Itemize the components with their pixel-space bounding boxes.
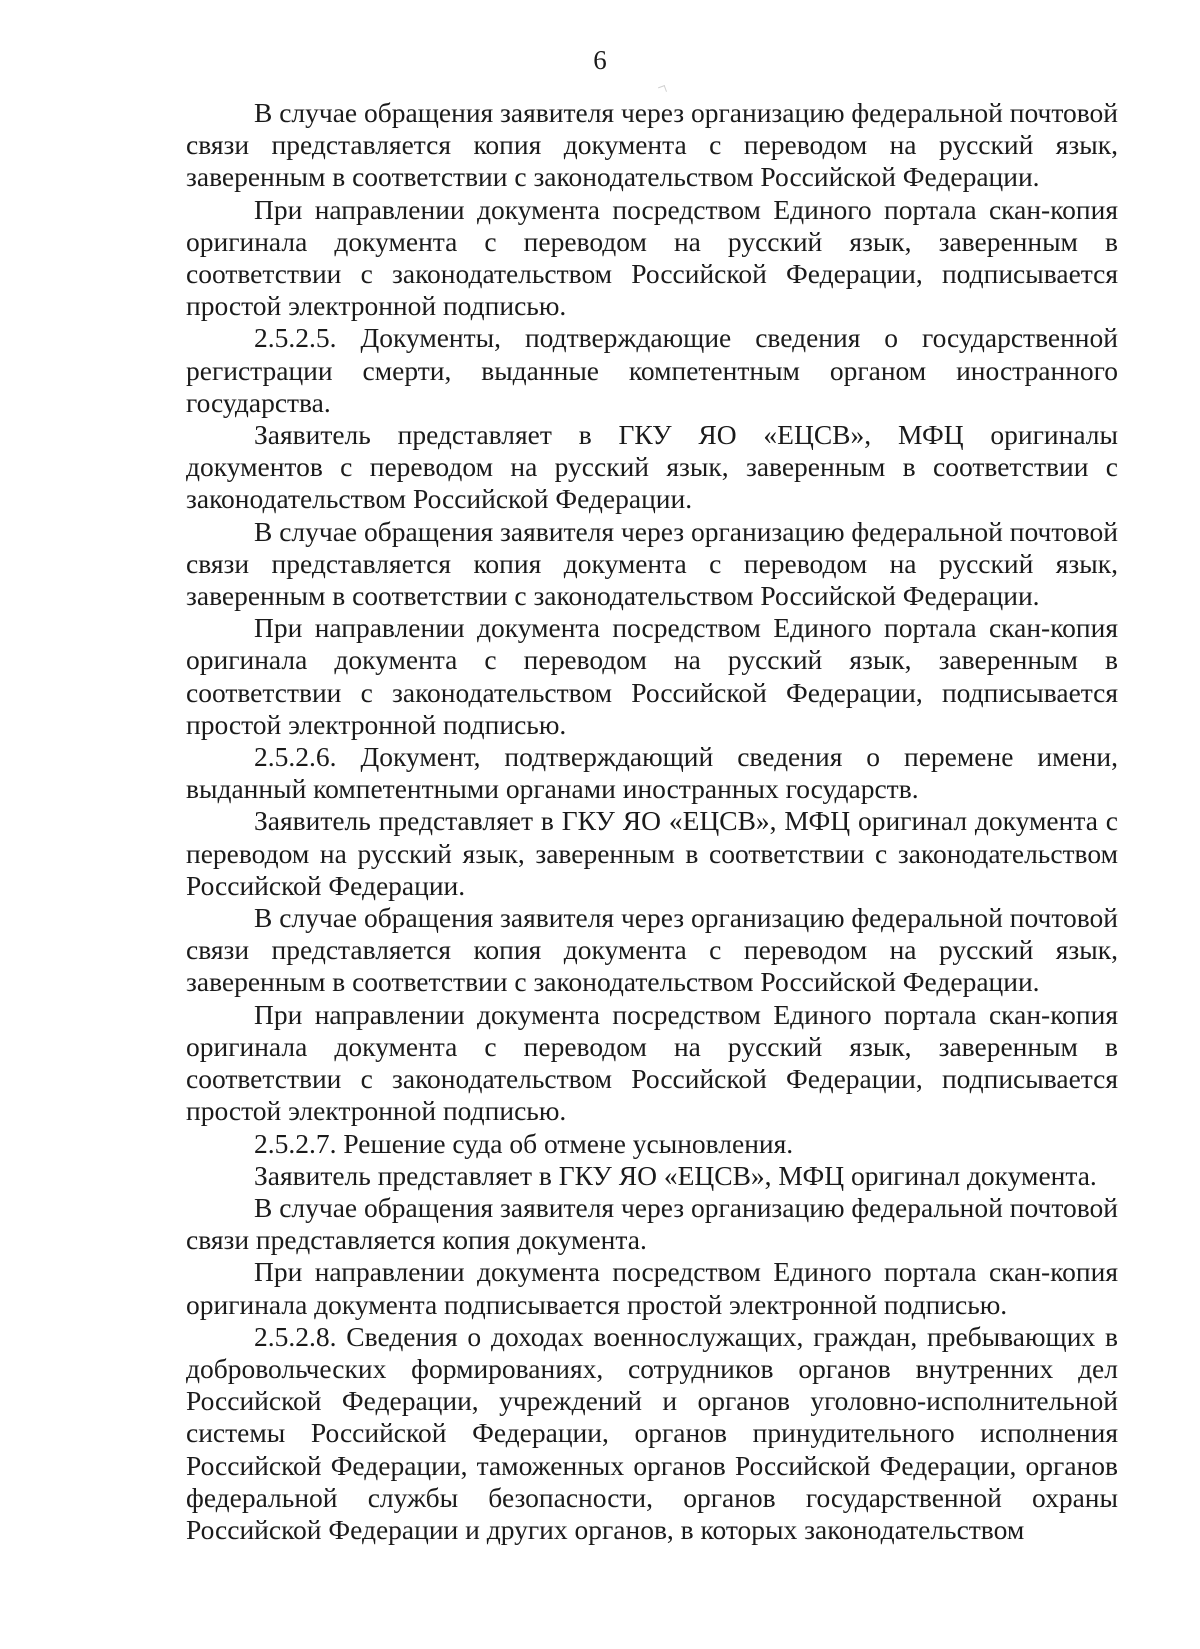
paragraph-2-5-2-6: 2.5.2.6. Документ, подтверждающий сведения о перемене имени, выданный компетентными органами иностранных государств. <box>186 741 1118 805</box>
paragraph-applicant-original: Заявитель представляет в ГКУ ЯО «ЕЦСВ», МФЦ оригинал документа с переводом на русский язык, заверенным в соответствии с законодательством Российской Федерации. <box>186 805 1118 901</box>
paragraph-applicant-originals: Заявитель представляет в ГКУ ЯО «ЕЦСВ», МФЦ оригиналы документов с переводом на русский язык, заверенным в соответствии с законодательством Российской Федерации. <box>186 419 1118 515</box>
paragraph-portal-scan: При направлении документа посредством Единого портала скан-копия оригинала документа подписывается простой электронной подписью. <box>186 1256 1118 1320</box>
paragraph-portal-scan: При направлении документа посредством Единого портала скан-копия оригинала документа с переводом на русский язык, заверенным в соответствии с законодательством Российской Федерации, подписывается простой электронной подписью. <box>186 193 1118 322</box>
paragraph-postal-copy: В случае обращения заявителя через организацию федеральной почтовой связи представляется копия документа. <box>186 1191 1118 1256</box>
document-body <box>186 97 1118 1546</box>
paragraph-portal-scan: При направлении документа посредством Единого портала скан-копия оригинала документа с переводом на русский язык, заверенным в соответствии с законодательством Российской Федерации, подписывается простой электронной подписью. <box>186 612 1118 740</box>
paragraph-2-5-2-8: 2.5.2.8. Сведения о доходах военнослужащих, граждан, пребывающих в добровольческих формированиях, сотрудников органов внутренних дел Российской Федерации, учреждений и органов уголовно-исполнительной системы Российской Федерации, органов принудительного исполнения Российской Федерации, таможенных органов Российской Федерации, органов федеральной службы безопасности, органов государственной охраны Российской Федерации и других органов, в которых законодательством <box>186 1320 1118 1545</box>
paragraph-postal-copy: В случае обращения заявителя через организацию федеральной почтовой связи представляется копия документа с переводом на русский язык, заверенным в соответствии с законодательством Российской Федерации. <box>186 902 1118 998</box>
paragraph-2-5-2-7: 2.5.2.7. Решение суда об отмене усыновления. <box>254 1127 794 1159</box>
paragraph-postal-copy: В случае обращения заявителя через организацию федеральной почтовой связи представляется копия документа с переводом на русский язык, заверенным в соответствии с законодательством Российской Федерации. <box>186 97 1118 193</box>
scan-mark <box>658 85 667 94</box>
paragraph-2-5-2-5: 2.5.2.5. Документы, подтверждающие сведения о государственной регистрации смерти, выданные компетентным органом иностранного государства. <box>186 322 1118 418</box>
page-number: 6 <box>593 45 607 75</box>
paragraph-applicant-original: Заявитель представляет в ГКУ ЯО «ЕЦСВ», МФЦ оригинал документа. <box>254 1159 1097 1191</box>
paragraph-postal-copy: В случае обращения заявителя через организацию федеральной почтовой связи представляется копия документа с переводом на русский язык, заверенным в соответствии с законодательством Российской Федерации. <box>186 515 1118 612</box>
paragraph-portal-scan: При направлении документа посредством Единого портала скан-копия оригинала документа с переводом на русский язык, заверенным в соответствии с законодательством Российской Федерации, подписывается простой электронной подписью. <box>186 998 1118 1127</box>
